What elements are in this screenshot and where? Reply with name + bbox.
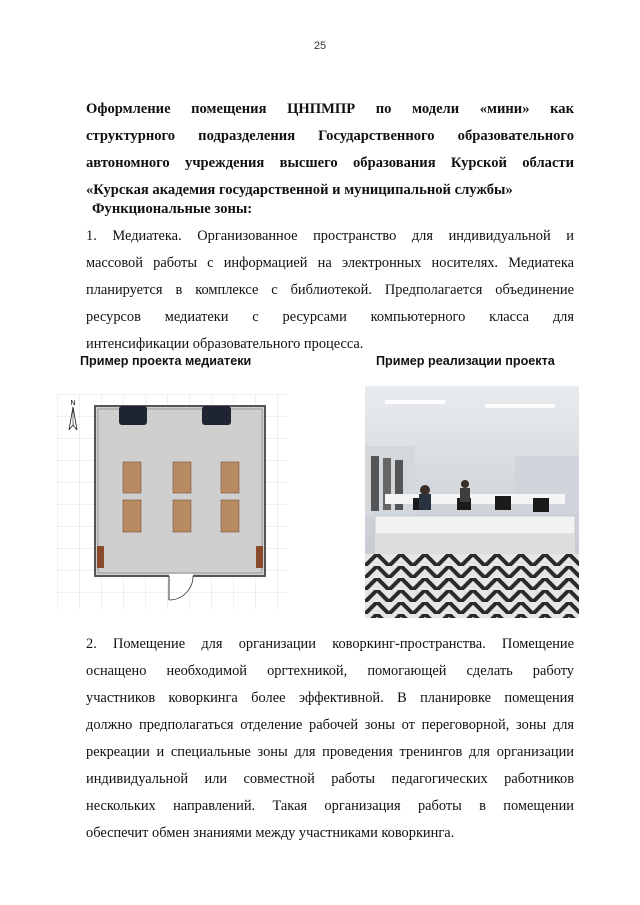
paragraph-line: рекреации и специальные зоны для проведения тренингов для организации (86, 744, 574, 760)
compass-label: N (70, 400, 76, 407)
table (173, 500, 191, 532)
heading-line: «Курская академия государственной и муниципальной службы» (86, 182, 513, 198)
cabinet-left (97, 546, 104, 568)
sofa-left (119, 406, 147, 425)
page-number: 25 (313, 40, 327, 52)
caption-project-example: Пример проекта медиатеки (80, 354, 252, 368)
paragraph-mediateka (86, 223, 574, 358)
paragraph-coworking (86, 631, 574, 847)
paragraph-line: нескольких направлений. Такая организация работы в помещении (86, 798, 574, 814)
document-heading (86, 96, 574, 204)
paragraph-line: оснащено необходимой оргтехникой, помогающей сделать работу (86, 663, 574, 679)
table (173, 462, 191, 493)
heading-line: автономного учреждения высшего образования Курской области (86, 155, 574, 171)
caption-implementation-example: Пример реализации проекта (376, 354, 555, 368)
table (221, 500, 239, 532)
paragraph-line: обеспечит обмен знаниями между участниками коворкинга. (86, 825, 455, 841)
heading-line: структурного подразделения Государственного образовательного (86, 128, 574, 144)
paragraph-line: 2. Помещение для организации коворкинг-пространства. Помещение (86, 636, 574, 652)
table (123, 462, 141, 493)
paragraph-line: индивидуальной или совместной работы педагогических работников (86, 771, 574, 787)
paragraph-line: участников коворкинга более эффективной. В планировке помещения (86, 690, 574, 706)
paragraph-line: должно предполагаться отделение рабочей зоны от переговорной, зоны для (86, 717, 574, 733)
paragraph-line: интенсификации образовательного процесса. (86, 336, 364, 352)
heading-line: Оформление помещения ЦНПМПР по модели «мини» как (86, 101, 574, 117)
floor-plan-figure (57, 394, 288, 610)
paragraph-line: планируется в комплексе с библиотекой. Предполагается объединение (86, 282, 574, 298)
paragraph-line: ресурсов медиатеки с ресурсами компьютерного класса для (86, 309, 574, 325)
section-subheading: Функциональные зоны: (92, 201, 253, 217)
cabinet-right (256, 546, 263, 568)
sofa-right (202, 406, 231, 425)
table (123, 500, 141, 532)
paragraph-line: 1. Медиатека. Организованное пространство для индивидуальной и (86, 228, 574, 244)
table (221, 462, 239, 493)
paragraph-line: массовой работы с информацией на электронных носителях. Медиатека (86, 255, 574, 271)
implementation-photo (365, 386, 579, 618)
